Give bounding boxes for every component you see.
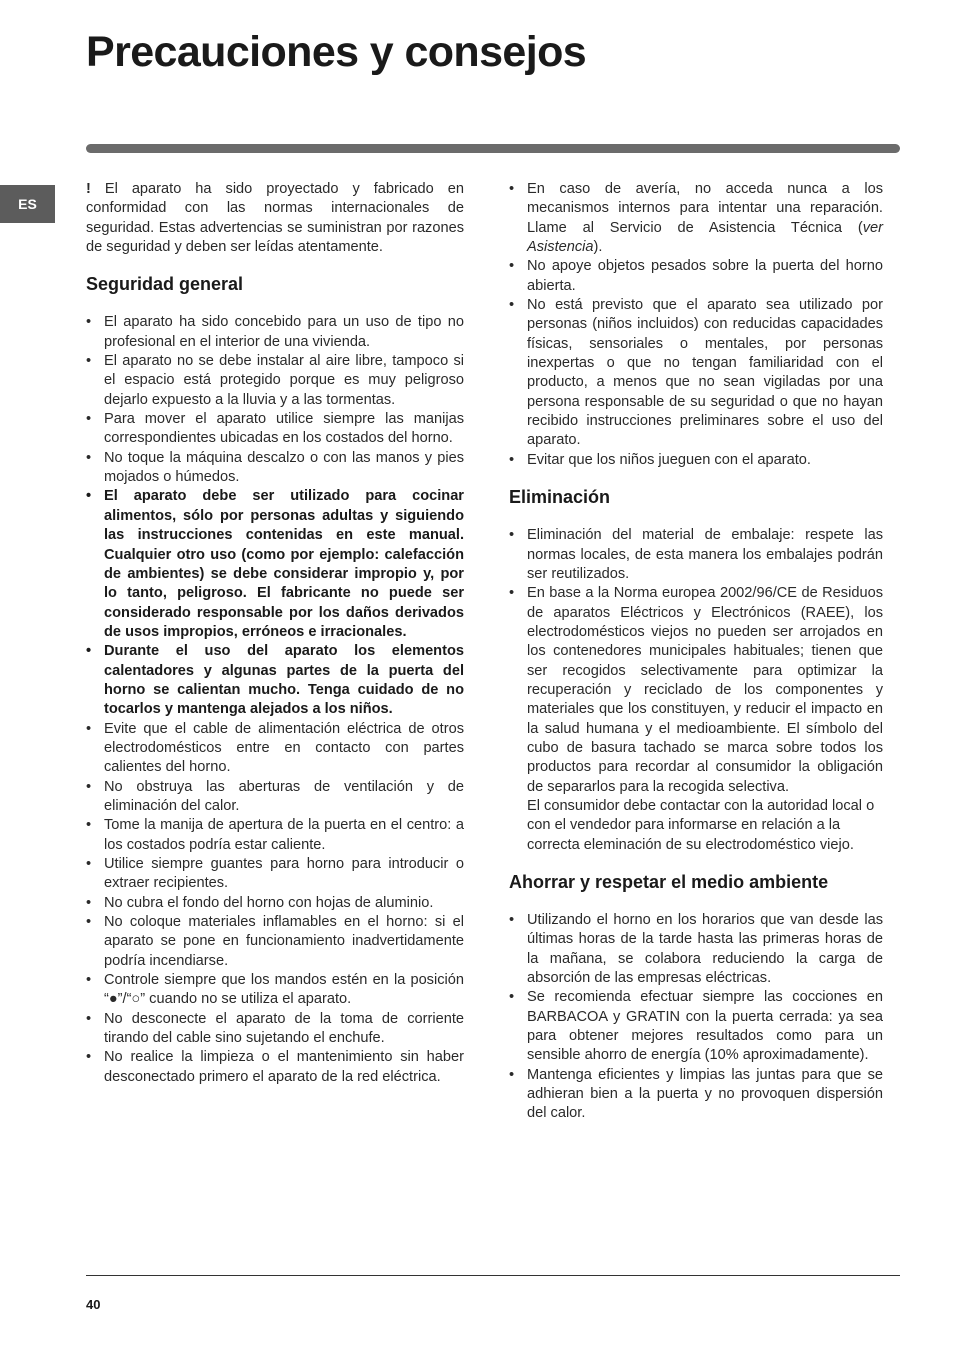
list-item: • El aparato ha sido concebido para un uso de tipo no profesional en el interior de una vivienda. bbox=[86, 313, 464, 352]
list-item: • Tome la manija de apertura de la puerta en el centro: a los costados podría estar caliente. bbox=[86, 816, 464, 855]
list-item: • No cubra el fondo del horno con hojas de aluminio. bbox=[86, 894, 464, 913]
reference-link-text: ver Asistencia bbox=[527, 219, 883, 256]
list-item-continuation: El consumidor debe contactar con la autoridad local o con el vendedor para informarse en relación a la correcta eleminación de su electrodoméstico viejo. bbox=[527, 797, 875, 853]
list-item-text: En caso de avería, no acceda nunca a los mecanismos internos para intentar una reparación. Llame al Servicio de Asistencia Técnica ( bbox=[527, 181, 883, 236]
list-item: • No coloque materiales inflamables en el horno: si el aparato se pone en funcionamiento inadvertidamente podría incendiarse. bbox=[86, 913, 464, 971]
list-item-text: • En base a la Norma europea 2002/96/CE de Residuos de aparatos Eléctricos y Electrónicos (RAEE), los electrodomésticos viejos no pueden ser arrojados en los contenedores municipales habituales; tienen que ser recogidos selectivamente para optimizar la recuperación y reciclado de los componentes y materiales que los constituyen, y reducir el impacto en la salud humana y el medioambiente. El símbolo del cubo de basura tachado se marca sobre todos los productos para recordar al consumidor la obligación de separarlos para la recogida selectiva. bbox=[527, 585, 883, 795]
title-divider bbox=[86, 144, 900, 153]
list-item: • Para mover el aparato utilice siempre las manijas correspondientes ubicadas en los costados del horno. bbox=[86, 410, 464, 449]
list-item: • Evite que el cable de alimentación eléctrica de otros electrodomésticos entre en contacto con partes calientes del horno. bbox=[86, 720, 464, 778]
list-item: • No toque la máquina descalzo o con las manos y pies mojados o húmedos. bbox=[86, 449, 464, 488]
list-item-text-end: ). bbox=[593, 239, 603, 256]
list-item: • No apoye objetos pesados sobre la puerta del horno abierta. bbox=[509, 257, 883, 296]
language-tab: ES bbox=[0, 185, 55, 223]
seguridad-list-continued bbox=[509, 180, 883, 470]
section-heading-eliminacion: Eliminación bbox=[509, 487, 611, 508]
section-heading-ahorrar: Ahorrar y respetar el medio ambiente bbox=[509, 872, 829, 892]
list-item: • Eliminación del material de embalaje: respete las normas locales, de esta manera los embalajes podrán ser reutilizados. bbox=[509, 526, 883, 584]
left-column bbox=[86, 180, 464, 1087]
ahorrar-list bbox=[509, 911, 883, 1124]
list-item: • Controle siempre que los mandos estén en la posición “●”/“○” cuando no se utiliza el aparato. bbox=[86, 971, 464, 1010]
list-item: • El aparato debe ser utilizado para cocinar alimentos, sólo por personas adultas y siguiendo las instrucciones contenidas en este manual. Cualquier otro uso (como por ejemplo: calefacción de ambientes) se debe considerar impropio y, por lo tanto, peligroso. El fabricante no puede ser considerado responsable por los daños derivados de usos impropios, erróneos e irracionales. bbox=[86, 487, 464, 642]
list-item bbox=[509, 584, 883, 855]
warning-mark: ! bbox=[86, 181, 91, 197]
list-item: • Utilizando el horno en los horarios que van desde las últimas horas de la tarde hasta las primeras horas de la mañana, se colabora reduciendo la carga de absorción de las empresas eléctricas. bbox=[509, 911, 883, 988]
footer-divider bbox=[86, 1275, 900, 1276]
right-column bbox=[509, 180, 883, 1124]
list-item: • Mantenga eficientes y limpias las juntas para que se adhieran bien a la puerta y no provoquen dispersión del calor. bbox=[509, 1066, 883, 1124]
section-heading-seguridad: Seguridad general bbox=[86, 274, 244, 295]
list-item: • Utilice siempre guantes para horno para introducir o extraer recipientes. bbox=[86, 855, 464, 894]
list-item: • Durante el uso del aparato los elementos calentadores y algunas partes de la puerta del horno se calientan mucho. Tenga cuidado de no tocarlos y mantenga alejados a los niños. bbox=[86, 642, 464, 719]
eliminacion-list bbox=[509, 526, 883, 855]
intro-paragraph bbox=[86, 180, 464, 257]
list-item: • Se recomienda efectuar siempre las cocciones en BARBACOA y GRATIN con la puerta cerrada: ya sea para obtener mejores resultados como para un sensible ahorro de energía (10% aproximadamente). bbox=[509, 988, 883, 1065]
list-item: • No desconecte el aparato de la toma de corriente tirando del cable sino sujetando el enchufe. bbox=[86, 1010, 464, 1049]
list-item: • Evitar que los niños jueguen con el aparato. bbox=[509, 451, 883, 470]
list-item: • No está previsto que el aparato sea utilizado por personas (niños incluidos) con reducidas capacidades físicas, sensoriales o mentales, por personas inexpertas o que no tengan familiaridad con el producto, a menos que no sean vigiladas por una persona responsable de su seguridad o que no hayan recibido instrucciones preliminares sobre el uso del aparato. bbox=[509, 296, 883, 451]
intro-text: El aparato ha sido proyectado y fabricado en conformidad con las normas internacionales de seguridad. Estas advertencias se suministran por razones de seguridad y deben ser leídas atentamente. bbox=[86, 181, 464, 256]
list-item: • No realice la limpieza o el mantenimiento sin haber desconectado primero el aparato de la red eléctrica. bbox=[86, 1048, 464, 1087]
seguridad-list bbox=[86, 313, 464, 1087]
list-item bbox=[509, 180, 883, 257]
list-item: • No obstruya las aberturas de ventilación y de eliminación del calor. bbox=[86, 778, 464, 817]
page-number: 40 bbox=[86, 1297, 101, 1312]
page-title: Precauciones y consejos bbox=[86, 28, 587, 76]
list-item: • El aparato no se debe instalar al aire libre, tampoco si el espacio está protegido porque es muy peligroso dejarlo expuesto a la lluvia y a las tormentas. bbox=[86, 352, 464, 410]
